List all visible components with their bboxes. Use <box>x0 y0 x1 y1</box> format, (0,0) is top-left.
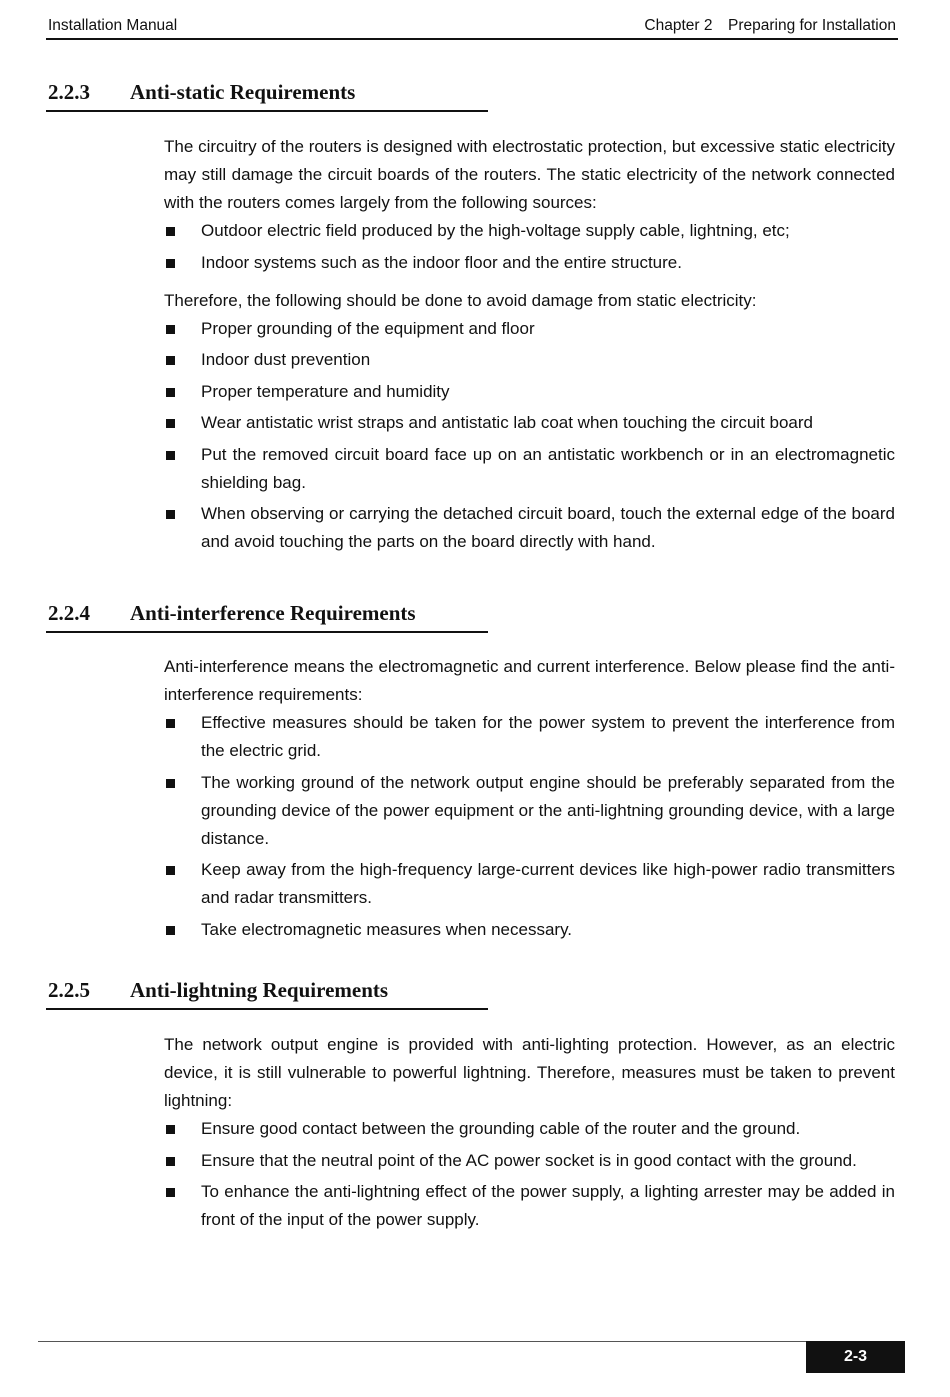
paragraph: The network output engine is provided with anti-lighting protection. However, as an electric device, it is still vulnerable to powerful lightning. Therefore, measures must be taken to prevent lightning: <box>164 1035 895 1110</box>
footer-rule <box>38 1341 904 1342</box>
section-number: 2.2.5 <box>48 978 90 1002</box>
list-item-text: Indoor dust prevention <box>201 350 371 369</box>
bullet-icon <box>166 227 175 236</box>
bullet-list-interference <box>164 709 895 944</box>
list-item-text: Keep away from the high-frequency large-current devices like high-power radio transmitters and radar transmitters. <box>201 860 895 907</box>
list-item-text: Outdoor electric field produced by the high-voltage supply cable, lightning, etc; <box>201 221 790 240</box>
list-item <box>164 441 895 497</box>
list-item <box>164 500 895 556</box>
list-item-text: Ensure that the neutral point of the AC power socket is in good contact with the ground. <box>201 1150 857 1170</box>
list-item <box>164 409 895 437</box>
bullet-icon <box>166 325 175 334</box>
list-item <box>164 709 895 765</box>
list-item-text: To enhance the anti-lightning effect of the power supply, a lighting arrester may be added in front of the input of the power supply. <box>201 1182 895 1229</box>
bullet-icon <box>166 1188 175 1197</box>
list-item-text: Take electromagnetic measures when necessary. <box>201 919 573 939</box>
section-number: 2.2.4 <box>48 601 90 625</box>
list-item <box>164 346 895 374</box>
section-heading-anti-static <box>46 80 488 112</box>
list-item <box>164 769 895 853</box>
list-item-text: Put the removed circuit board face up on an antistatic workbench or in an electromagnetic shielding bag. <box>201 444 895 492</box>
bullet-icon <box>166 259 175 268</box>
list-item-text: Wear antistatic wrist straps and antistatic lab coat when touching the circuit board <box>201 413 813 432</box>
list-item-text: The working ground of the network output engine should be preferably separated from the grounding device of the power equipment or the anti-lightning grounding device, with a large distance. <box>201 772 895 848</box>
section-body-anti-static <box>164 133 895 560</box>
bullet-icon <box>166 866 175 875</box>
section-title: Anti-lightning Requirements <box>130 978 389 1002</box>
list-item-text: Effective measures should be taken for the power system to prevent the interference from the electric grid. <box>201 713 895 760</box>
section-title: Anti-static Requirements <box>130 80 356 104</box>
paragraph: The circuitry of the routers is designed with electrostatic protection, but excessive static electricity may still damage the circuit boards of the routers. The static electricity of the network connected with the routers comes largely from the following sources: <box>164 137 895 212</box>
list-item-text: When observing or carrying the detached circuit board, touch the external edge of the board and avoid touching the parts on the board directly with hand. <box>201 504 895 551</box>
list-item-text: Indoor systems such as the indoor floor and the entire structure. <box>201 252 682 272</box>
section-number: 2.2.3 <box>48 80 90 104</box>
bullet-icon <box>166 719 175 728</box>
bullet-icon <box>166 419 175 428</box>
list-item <box>164 1147 895 1175</box>
page-number-badge: 2-3 <box>806 1341 905 1373</box>
list-item <box>164 315 895 343</box>
running-header <box>46 14 898 40</box>
bullet-icon <box>166 451 175 460</box>
paragraph: Therefore, the following should be done to avoid damage from static electricity: <box>164 290 757 310</box>
section-heading-anti-lightning <box>46 978 488 1010</box>
section-title: Anti-interference Requirements <box>130 601 416 625</box>
list-item <box>164 916 895 944</box>
list-item <box>164 856 895 912</box>
list-item-text: Proper grounding of the equipment and floor <box>201 318 535 338</box>
bullet-icon <box>166 356 175 365</box>
list-item <box>164 378 895 406</box>
bullet-icon <box>166 388 175 397</box>
list-item <box>164 1178 895 1234</box>
bullet-icon <box>166 1157 175 1166</box>
header-document-title: Installation Manual <box>48 17 178 34</box>
paragraph: Anti-interference means the electromagnetic and current interference. Below please find the anti-interference requirements: <box>164 657 895 704</box>
bullet-list-measures <box>164 315 895 557</box>
bullet-icon <box>166 1125 175 1134</box>
section-heading-anti-interference <box>46 601 488 633</box>
section-body-anti-interference <box>164 653 895 947</box>
header-chapter-title: Chapter 2 Preparing for Installation <box>644 17 896 34</box>
list-item <box>164 1115 895 1143</box>
list-item <box>164 217 895 245</box>
bullet-icon <box>166 926 175 935</box>
list-item-text: Proper temperature and humidity <box>201 381 450 401</box>
bullet-icon <box>166 779 175 788</box>
list-item-text: Ensure good contact between the grounding cable of the router and the ground. <box>201 1119 801 1138</box>
list-item <box>164 249 895 277</box>
bullet-list-sources <box>164 217 895 277</box>
bullet-icon <box>166 510 175 519</box>
bullet-list-lightning <box>164 1115 895 1234</box>
section-body-anti-lightning <box>164 1031 895 1238</box>
